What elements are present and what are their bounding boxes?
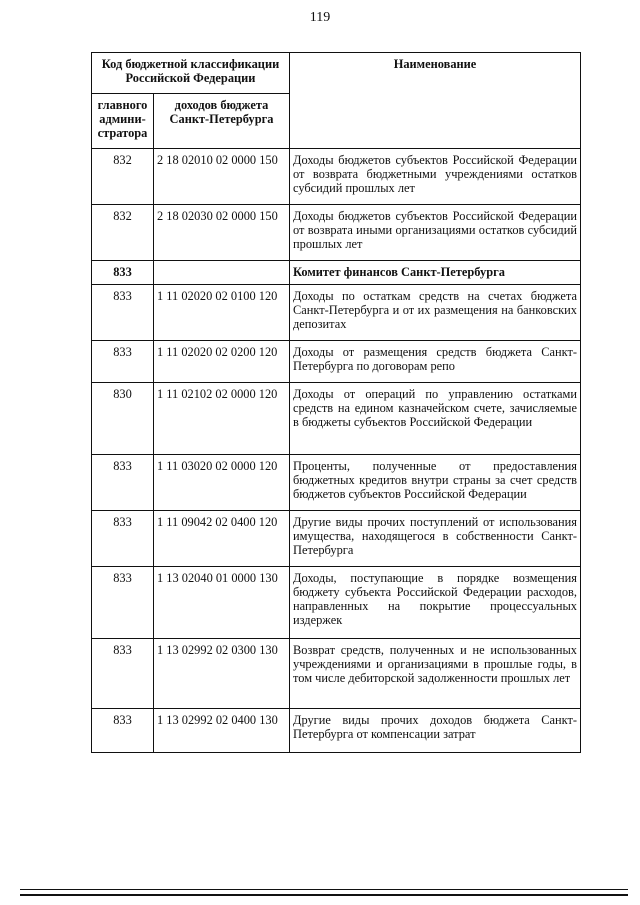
revenue-code-cell: 1 11 09042 02 0400 120 (154, 511, 290, 567)
header-classification-code: Код бюджетной классификации Российской Федерации (92, 53, 290, 94)
revenue-code-cell: 1 13 02992 02 0400 130 (154, 709, 290, 753)
revenue-name-cell: Доходы от операций по управлению остатками средств на едином казначейском счете, зачисляемые в бюджеты субъектов Российской Федерации (290, 383, 581, 455)
table-row (92, 567, 581, 639)
admin-code-cell: 833 (92, 567, 154, 639)
revenue-name-cell: Комитет финансов Санкт-Петербурга (290, 261, 581, 285)
page-number: 119 (309, 10, 331, 25)
table-row (92, 455, 581, 511)
revenue-code-cell: 1 11 03020 02 0000 120 (154, 455, 290, 511)
budget-classification-table (91, 52, 581, 753)
admin-code-cell: 830 (92, 383, 154, 455)
admin-code-cell: 833 (92, 511, 154, 567)
table-row (92, 709, 581, 753)
table-row (92, 205, 581, 261)
revenue-name-cell: Доходы бюджетов субъектов Российской Федерации от возврата бюджетными учреждениями остатков субсидий прошлых лет (290, 149, 581, 205)
revenue-code-cell: 2 18 02010 02 0000 150 (154, 149, 290, 205)
header-main-administrator: главного админи-стратора (92, 94, 154, 149)
header-budget-revenue: доходов бюджета Санкт-Петербурга (154, 94, 290, 149)
revenue-name-cell: Возврат средств, полученных и не использованных учреждениями и организациями в прошлые годы, в том числе дебиторской задолженности прошлых лет (290, 639, 581, 709)
section-row (92, 261, 581, 285)
revenue-code-cell: 2 18 02030 02 0000 150 (154, 205, 290, 261)
table-body (92, 149, 581, 753)
revenue-code-cell: 1 13 02992 02 0300 130 (154, 639, 290, 709)
footer-rule-thick (20, 894, 628, 896)
revenue-name-cell: Доходы, поступающие в порядке возмещения бюджету субъекта Российской Федерации расходов, направленных на покрытие процессуальных издержек (290, 567, 581, 639)
table-row (92, 639, 581, 709)
revenue-code-cell: 1 11 02102 02 0000 120 (154, 383, 290, 455)
admin-code-cell: 833 (92, 341, 154, 383)
revenue-name-cell: Доходы по остаткам средств на счетах бюджета Санкт-Петербурга и от их размещения на банковских депозитах (290, 285, 581, 341)
revenue-name-cell: Другие виды прочих поступлений от использования имущества, находящегося в собственности Санкт-Петербурга (290, 511, 581, 567)
header-name: Наименование (290, 53, 581, 149)
revenue-name-cell: Проценты, полученные от предоставления бюджетных кредитов внутри страны за счет средств бюджетов субъектов Российской Федерации (290, 455, 581, 511)
revenue-code-cell: 1 11 02020 02 0200 120 (154, 341, 290, 383)
revenue-code-cell: 1 13 02040 01 0000 130 (154, 567, 290, 639)
revenue-name-cell: Доходы бюджетов субъектов Российской Федерации от возврата иными организациями остатков субсидий прошлых лет (290, 205, 581, 261)
table-row (92, 511, 581, 567)
revenue-name-cell: Доходы от размещения средств бюджета Санкт-Петербурга по договорам репо (290, 341, 581, 383)
admin-code-cell: 833 (92, 709, 154, 753)
admin-code-cell: 832 (92, 205, 154, 261)
admin-code-cell: 833 (92, 261, 154, 285)
table-row (92, 341, 581, 383)
footer-rule (20, 889, 628, 890)
revenue-code-cell (154, 261, 290, 285)
admin-code-cell: 832 (92, 149, 154, 205)
admin-code-cell: 833 (92, 285, 154, 341)
admin-code-cell: 833 (92, 455, 154, 511)
table-row (92, 149, 581, 205)
admin-code-cell: 833 (92, 639, 154, 709)
revenue-code-cell: 1 11 02020 02 0100 120 (154, 285, 290, 341)
revenue-name-cell: Другие виды прочих доходов бюджета Санкт-Петербурга от компенсации затрат (290, 709, 581, 753)
table-row (92, 285, 581, 341)
table-row (92, 383, 581, 455)
